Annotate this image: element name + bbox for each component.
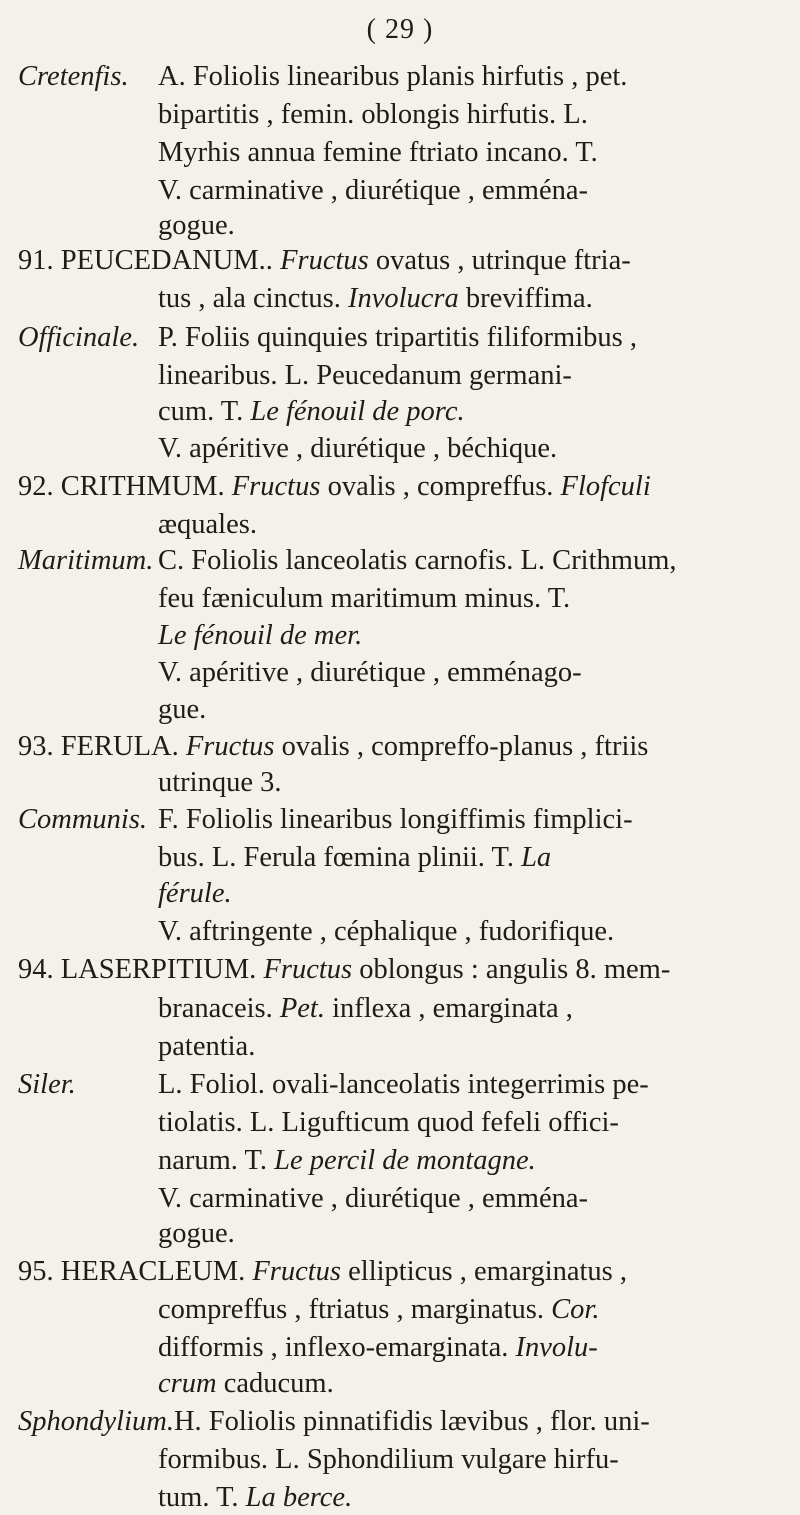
italic-text: Involu- bbox=[515, 1332, 598, 1363]
text-segment: A. Foliolis linearibus planis hirfutis , pet. bbox=[158, 61, 628, 92]
text-line bbox=[158, 1293, 599, 1327]
text-segment: linearibus. L. Peucedanum germani- bbox=[158, 360, 572, 391]
italic-text: Fructus bbox=[185, 731, 275, 762]
text-segment: patentia. bbox=[158, 1031, 256, 1062]
text-segment: bus. L. Ferula fœmina plinii. T. bbox=[158, 842, 522, 873]
text-segment: V. apéritive , diurétique , béchique. bbox=[158, 433, 558, 464]
text-line bbox=[158, 1443, 619, 1477]
text-line bbox=[18, 244, 631, 278]
text-line bbox=[18, 321, 637, 355]
text-segment: feu fæniculum maritimum minus. T. bbox=[158, 583, 571, 614]
text-line bbox=[158, 1367, 334, 1401]
text-segment: V. apéritive , diurétique , emménago- bbox=[158, 657, 582, 688]
text-segment: utrinque 3. bbox=[158, 767, 282, 798]
text-segment: C. Foliolis lanceolatis carnofis. L. Crithmum, bbox=[158, 545, 677, 576]
text-line bbox=[158, 508, 257, 542]
text-segment: gogue. bbox=[158, 210, 235, 241]
text-segment: P. Foliis quinquies tripartitis filiformibus , bbox=[158, 322, 637, 353]
text-line bbox=[18, 60, 627, 94]
text-segment: bipartitis , femin. oblongis hirfutis. L. bbox=[158, 99, 588, 130]
text-segment: 93. FERULA. bbox=[18, 731, 186, 762]
text-line bbox=[18, 1405, 650, 1439]
text-line bbox=[158, 136, 598, 170]
text-segment: 92. CRITHMUM. bbox=[18, 471, 232, 502]
species-label: Siler. bbox=[18, 1069, 76, 1100]
text-segment: V. carminative , diurétique , emména- bbox=[158, 1183, 588, 1214]
italic-text: crum bbox=[158, 1368, 217, 1399]
text-line bbox=[18, 544, 676, 578]
text-line bbox=[18, 953, 670, 987]
text-segment: formibus. L. Sphondilium vulgare hirfu- bbox=[158, 1444, 619, 1475]
italic-text: Le percil de montagne. bbox=[274, 1145, 536, 1176]
text-line bbox=[158, 209, 235, 243]
text-line bbox=[158, 582, 570, 616]
text-segment: æquales. bbox=[158, 509, 257, 540]
text-segment: V. aftringente , céphalique , fudorifique. bbox=[158, 916, 615, 947]
text-line bbox=[158, 915, 614, 949]
text-line bbox=[158, 693, 206, 727]
text-line bbox=[158, 841, 551, 875]
text-line bbox=[158, 619, 362, 653]
text-segment: inflexa , emarginata , bbox=[324, 993, 573, 1024]
text-segment: compreffus , ftriatus , marginatus. bbox=[158, 1294, 552, 1325]
text-segment: F. Foliolis linearibus longiffimis fimplici- bbox=[158, 804, 633, 835]
text-segment: difformis , inflexo-emarginata. bbox=[158, 1332, 516, 1363]
text-line bbox=[158, 432, 557, 466]
text-line bbox=[158, 1217, 235, 1251]
text-segment: 95. HERACLEUM. bbox=[18, 1256, 253, 1287]
text-segment: Myrhis annua femine ftriato incano. T. bbox=[158, 137, 598, 168]
italic-text: Fructus bbox=[280, 245, 369, 276]
italic-text: Fructus bbox=[231, 471, 321, 502]
text-segment: 94. LASERPITIUM. bbox=[18, 954, 264, 985]
text-segment: V. carminative , diurétique , emména- bbox=[158, 175, 588, 206]
text-line bbox=[18, 1255, 627, 1289]
italic-text: Cor. bbox=[551, 1294, 600, 1325]
text-segment: narum. T. bbox=[158, 1145, 275, 1176]
text-line bbox=[158, 1331, 598, 1365]
species-label: Cretenfis. bbox=[18, 61, 129, 92]
italic-text: Le fénouil de mer. bbox=[158, 620, 363, 651]
page-number: ( 29 ) bbox=[366, 14, 434, 45]
text-line bbox=[158, 282, 593, 316]
text-segment: oblongus : angulis 8. mem- bbox=[352, 954, 671, 985]
text-line bbox=[158, 174, 588, 208]
text-segment: ovatus , utrinque ftria- bbox=[368, 245, 631, 276]
text-segment: ellipticus , emarginatus , bbox=[341, 1256, 628, 1287]
italic-text: Involucra bbox=[347, 283, 459, 314]
species-label: Communis. bbox=[18, 804, 148, 835]
text-line bbox=[158, 992, 573, 1026]
text-line bbox=[158, 359, 572, 393]
text-line bbox=[18, 730, 648, 764]
text-segment: ovalis , compreffo-planus , ftriis bbox=[274, 731, 649, 762]
text-segment: gue. bbox=[158, 694, 207, 725]
italic-text: La berce. bbox=[245, 1482, 353, 1513]
italic-text: Pet. bbox=[279, 993, 325, 1024]
text-segment: breviffima. bbox=[458, 283, 593, 314]
text-segment: gogue. bbox=[158, 1218, 235, 1249]
text-line bbox=[158, 656, 582, 690]
species-label: Officinale. bbox=[18, 322, 140, 353]
text-segment: ovalis , compreffus. bbox=[320, 471, 561, 502]
text-line bbox=[158, 1182, 588, 1216]
italic-text: Flofculi bbox=[560, 471, 651, 502]
text-line bbox=[158, 1106, 619, 1140]
text-line bbox=[18, 1068, 649, 1102]
italic-text: Fructus bbox=[252, 1256, 342, 1287]
text-line bbox=[18, 470, 651, 504]
text-line bbox=[158, 1481, 352, 1515]
text-line bbox=[158, 98, 588, 132]
text-segment: L. Foliol. ovali-lanceolatis integerrimis pe- bbox=[158, 1069, 649, 1100]
italic-text: férule. bbox=[158, 878, 232, 909]
text-segment: 91. PEUCEDANUM.. bbox=[18, 245, 281, 276]
text-segment: tiolatis. L. Ligufticum quod fefeli offici- bbox=[158, 1107, 619, 1138]
text-segment: branaceis. bbox=[158, 993, 280, 1024]
species-label: Maritimum. bbox=[18, 545, 154, 576]
italic-text: Le fénouil de porc. bbox=[250, 396, 465, 427]
text-line bbox=[158, 1144, 536, 1178]
text-segment: tum. T. bbox=[158, 1482, 246, 1513]
text-line bbox=[18, 803, 633, 837]
text-line bbox=[158, 1030, 255, 1064]
text-segment: H. Foliolis pinnatifidis lævibus , flor. uni- bbox=[173, 1406, 650, 1437]
text-segment: caducum. bbox=[216, 1368, 334, 1399]
species-label: Sphondylium. bbox=[18, 1406, 174, 1437]
text-segment: cum. T. bbox=[158, 396, 251, 427]
text-line bbox=[158, 395, 465, 429]
italic-text: Fructus bbox=[263, 954, 353, 985]
text-segment: tus , ala cinctus. bbox=[158, 283, 348, 314]
italic-text: La bbox=[521, 842, 552, 873]
text-line bbox=[158, 766, 281, 800]
text-line bbox=[158, 877, 232, 911]
